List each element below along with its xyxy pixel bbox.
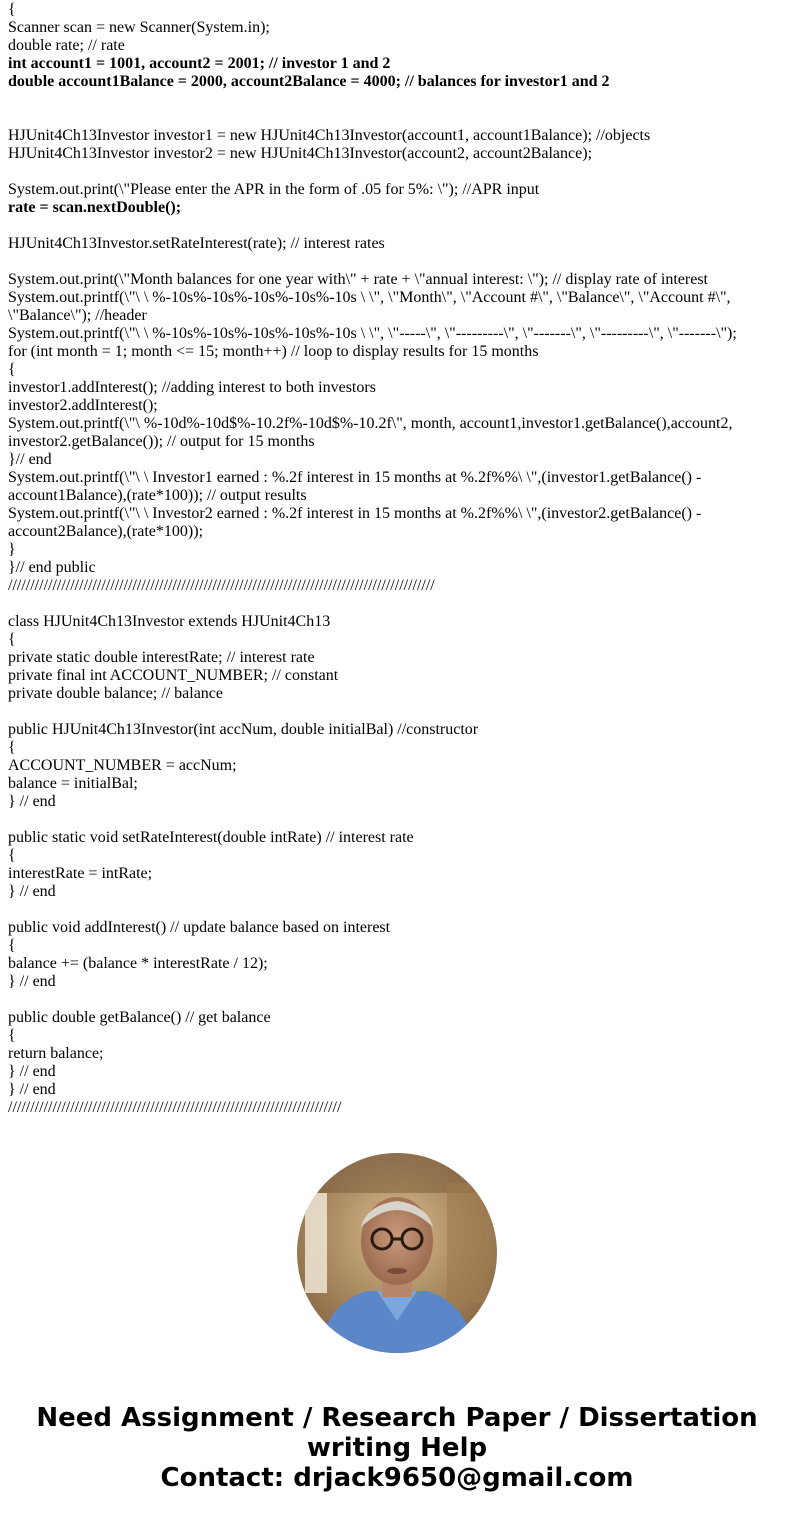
code-line: { bbox=[8, 631, 16, 648]
code-line bbox=[8, 901, 778, 919]
promo-line-1: Need Assignment / Research Paper / Dissertation bbox=[36, 1403, 758, 1433]
code-line: for (int month = 1; month <= 15; month++) // loop to display results for 15 months bbox=[8, 343, 539, 360]
code-line: System.out.printf(\"\ %-10d%-10d$%-10.2f%-10d$%-10.2f\", month, account1,investor1.getBalance(),account2, investor2.getBalance()); // output for 15 months bbox=[8, 415, 737, 450]
code-line: { bbox=[8, 739, 16, 756]
code-line: { bbox=[8, 847, 16, 864]
code-line bbox=[8, 217, 778, 235]
code-line bbox=[8, 811, 778, 829]
code-line: return balance; bbox=[8, 1045, 104, 1062]
promo-banner bbox=[0, 1403, 794, 1493]
code-line: } bbox=[8, 541, 16, 558]
code-line: } // end bbox=[8, 793, 56, 810]
code-line bbox=[8, 109, 778, 127]
code-line: { bbox=[8, 937, 16, 954]
code-line: class HJUnit4Ch13Investor extends HJUnit4Ch13 bbox=[8, 613, 331, 630]
code-line bbox=[8, 91, 778, 109]
code-line: System.out.printf(\"\ \ %-10s%-10s%-10s%-10s%-10s \ \", \"-----\", \"---------\", \"-------\", \"---------\", \"-------\"); bbox=[8, 325, 737, 342]
code-line bbox=[8, 595, 778, 613]
code-line bbox=[8, 991, 778, 1009]
code-line: System.out.printf(\"\ \ Investor1 earned : %.2f interest in 15 months at %.2f%%\ \",(investor1.getBalance() - account1Balance),(rate*100)); // output results bbox=[8, 469, 706, 504]
code-line: } // end bbox=[8, 1081, 56, 1098]
code-line: rate = scan.nextDouble(); bbox=[8, 199, 182, 216]
code-line bbox=[8, 253, 778, 271]
code-line: System.out.printf(\"\ \ Investor2 earned : %.2f interest in 15 months at %.2f%%\ \",(investor2.getBalance() - account2Balance),(rate*100)); bbox=[8, 505, 706, 540]
code-line: System.out.print(\"Month balances for one year with\" + rate + \"annual interest: \"); // display rate of interest bbox=[8, 271, 708, 288]
promo-contact: Contact: drjack9650@gmail.com bbox=[160, 1463, 634, 1493]
code-line: { bbox=[8, 1027, 16, 1044]
code-line: /////////////////////////////////////////////////////////////////////////// bbox=[8, 1099, 342, 1116]
code-line: { bbox=[8, 1, 16, 18]
promo-line-2: writing Help bbox=[306, 1433, 488, 1463]
code-line: System.out.print(\"Please enter the APR in the form of .05 for 5%: \"); //APR input bbox=[8, 181, 540, 198]
code-line: HJUnit4Ch13Investor investor2 = new HJUnit4Ch13Investor(account2, account2Balance); bbox=[8, 145, 593, 162]
code-line: private double balance; // balance bbox=[8, 685, 224, 702]
code-line: investor1.addInterest(); //adding interest to both investors bbox=[8, 379, 376, 396]
code-line: public HJUnit4Ch13Investor(int accNum, double initialBal) //constructor bbox=[8, 721, 479, 738]
author-avatar bbox=[297, 1153, 497, 1353]
author-photo-icon bbox=[297, 1153, 497, 1353]
code-line: HJUnit4Ch13Investor.setRateInterest(rate); // interest rates bbox=[8, 235, 385, 252]
code-line bbox=[8, 163, 778, 181]
code-line: private final int ACCOUNT_NUMBER; // constant bbox=[8, 667, 339, 684]
code-line: HJUnit4Ch13Investor investor1 = new HJUnit4Ch13Investor(account1, account1Balance); //objects bbox=[8, 127, 651, 144]
code-line: Scanner scan = new Scanner(System.in); bbox=[8, 19, 270, 36]
code-line: int account1 = 1001, account2 = 2001; // investor 1 and 2 bbox=[8, 55, 391, 72]
code-line: double account1Balance = 2000, account2Balance = 4000; // balances for investor1 and 2 bbox=[8, 73, 610, 90]
code-line: public static void setRateInterest(double intRate) // interest rate bbox=[8, 829, 414, 846]
code-line: { bbox=[8, 361, 16, 378]
code-line: public void addInterest() // update balance based on interest bbox=[8, 919, 391, 936]
code-line: double rate; // rate bbox=[8, 37, 125, 54]
code-line: balance += (balance * interestRate / 12); bbox=[8, 955, 268, 972]
code-line: ACCOUNT_NUMBER = accNum; bbox=[8, 757, 237, 774]
code-line: private static double interestRate; // interest rate bbox=[8, 649, 315, 666]
code-line: System.out.printf(\"\ \ %-10s%-10s%-10s%-10s%-10s \ \", \"Month\", \"Account #\", \"Balance\", \"Account #\", \"Balance\"); //header bbox=[8, 289, 735, 324]
code-listing bbox=[8, 1, 778, 1117]
code-line: //////////////////////////////////////////////////////////////////////////////////////////////// bbox=[8, 577, 435, 594]
code-line bbox=[8, 703, 778, 721]
code-line: } // end bbox=[8, 883, 56, 900]
code-line: interestRate = intRate; bbox=[8, 865, 153, 882]
code-line: balance = initialBal; bbox=[8, 775, 138, 792]
code-line: }// end public bbox=[8, 559, 96, 576]
code-line: } // end bbox=[8, 973, 56, 990]
code-line: } // end bbox=[8, 1063, 56, 1080]
code-line: }// end bbox=[8, 451, 52, 468]
code-line: investor2.addInterest(); bbox=[8, 397, 158, 414]
code-line: public double getBalance() // get balance bbox=[8, 1009, 271, 1026]
